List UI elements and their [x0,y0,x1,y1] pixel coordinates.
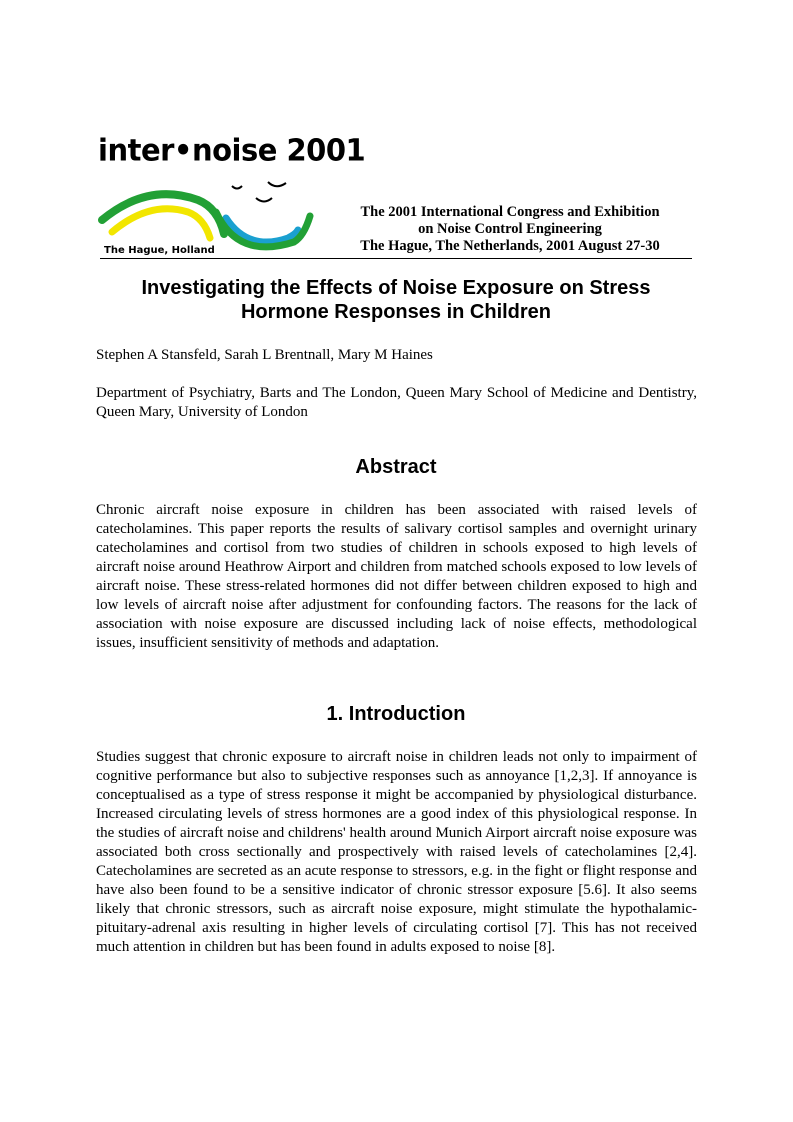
abstract-text: Chronic aircraft noise exposure in children has been associated with raised levels of catecholamines. This paper reports the results of salivary cortisol samples and overnight urinary catecholamines and cortisol from two studies of children in schools exposed to high levels of aircraft noise around Heathrow Airport and children from matched schools exposed to low levels of aircraft noise. These stress-related hormones did not differ between children exposed to high and low levels of aircraft noise after adjustment for confounding factors. The reasons for the lack of association with noise exposure are discussed including lack of noise effects, methodological issues, insufficient sensitivity of methods and adaptation. [96,502,697,651]
introduction-text: Studies suggest that chronic exposure to aircraft noise in children leads not only to impairment of cognitive performance but also to subjective responses such as annoyance [1,2,3]. If annoyance is conceptualised as a type of stress response it might be accompanied by physiological disturbance. Increased circulating levels of stress hormones are a good index of this physiological response. In the studies of aircraft noise and childrens' health around Munich Airport aircraft noise exposure was associated both cross sectionally and prospectively with raised levels of catecholamines [2,4]. Catecholamines are secreted as an acute response to stressors, e.g. in the fight or flight response and have also been found to be a sensitive indicator of chronic stressor exposure [5.6]. It also seems likely that chronic stressors, such as aircraft noise exposure, might stimulate the hypothalamic-pituitary-adrenal axis resulting in higher levels of circulating cortisol [7]. This has not received much attention in children but has been found in adults exposed to noise [8]. [96,749,697,955]
abstract-heading: Abstract [355,456,437,478]
affiliation: Department of Psychiatry, Barts and The London, Queen Mary School of Medicine and Dentistry, Queen Mary, University of London [96,385,697,420]
paper-title-line-2: Hormone Responses in Children [240,301,552,323]
author-list: Stephen A Stansfeld, Sarah L Brentnall, Mary M Haines [96,347,433,363]
logo-city-label: The Hague, Holland [104,245,215,256]
paper-title-line-1: Investigating the Effects of Noise Exposure on Stress [141,277,651,299]
paper-title [96,276,696,324]
introduction-heading: 1. Introduction [326,703,466,725]
header-divider [100,258,692,259]
congress-line-3: The Hague, The Netherlands, 2001 August 27-30 [360,238,660,254]
conference-logo [98,132,366,260]
logo-wordmark: inter•noise 2001 [98,132,366,168]
congress-line-1: The 2001 International Congress and Exhibition [360,204,660,220]
logo-wave-graphic [98,172,338,252]
logo-smile-small [232,186,242,189]
congress-info [336,204,684,255]
congress-line-2: on Noise Control Engineering [418,221,602,237]
logo-arc-yellow [112,209,210,238]
logo-smile-right [268,182,286,186]
logo-smile-center [256,198,272,202]
